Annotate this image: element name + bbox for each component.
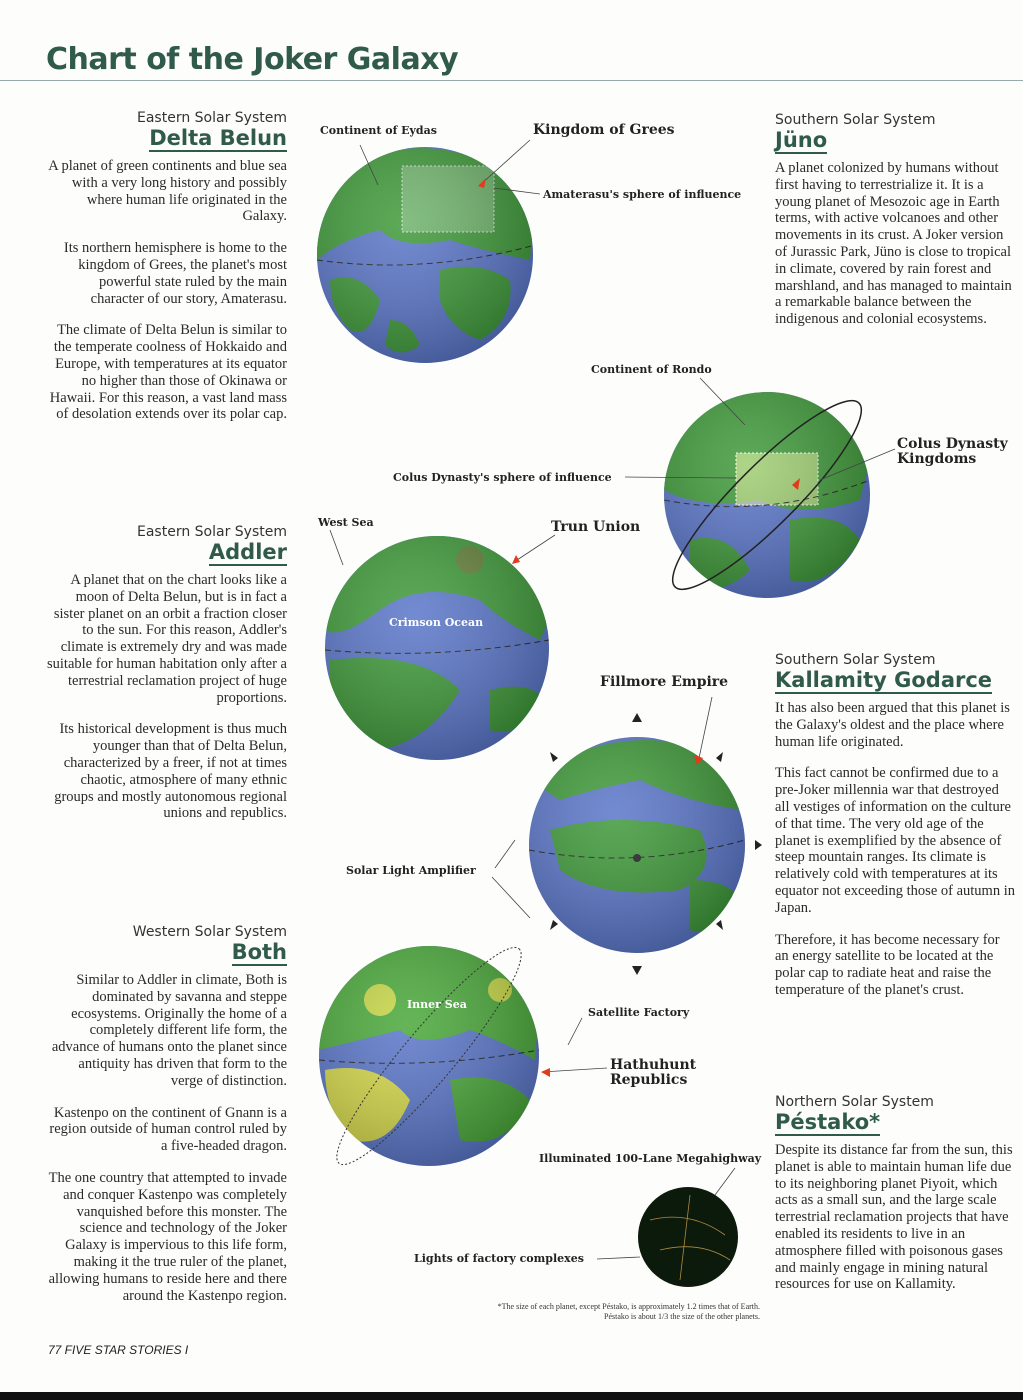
- planet-name: Both: [231, 940, 287, 964]
- label-kingdom-grees: Kingdom of Grees: [533, 122, 675, 138]
- system-label: Eastern Solar System: [137, 110, 287, 126]
- footnote: *The size of each planet, except Péstako, is approximately 1.2 times that of Earth. Péstako is about 1/3 the size of the other planets.: [497, 1302, 760, 1321]
- planet-name: Péstako*: [775, 1110, 881, 1134]
- paragraph: It has also been argued that this planet is the Galaxy's oldest and the place where human life originated.: [775, 700, 1010, 750]
- paragraph: Therefore, it has become necessary for an energy satellite to be located at the polar cap to radiate heat and raise the temperature of the planet's crust.: [775, 931, 1000, 998]
- paragraph: A planet colonized by humans without first having to terrestrialize it. It is a young planet of Mesozoic age in Earth terms, with active volcanoes and other movements in its crust. A Joker version of Jurassic Park, Jüno is close to tropical in climate, covered by rain forest and marshland, and has managed to maintain a remarkable balance between the indigenous and colonial ecosystems.: [775, 160, 1012, 328]
- planet-name: Addler: [208, 540, 287, 564]
- label-factory-lights: Lights of factory complexes: [414, 1252, 584, 1265]
- label-hathuhunt: Hathuhunt Republics: [610, 1057, 697, 1088]
- globe-addler: [325, 535, 549, 760]
- label-crimson-ocean: Crimson Ocean: [389, 616, 484, 629]
- label-solar-light-amplifier: Solar Light Amplifier: [346, 864, 476, 877]
- system-label: Eastern Solar System: [137, 524, 287, 540]
- paragraph: Its historical development is thus much younger than that of Delta Belun, characterized by a freer, if not at times chaotic, atmosphere of many ethnic groups and mostly autonomous regional unions and republics.: [54, 721, 287, 822]
- label-colus-dynasty: Colus Dynasty Kingdoms: [897, 436, 1008, 467]
- globe-pestako: [638, 1187, 738, 1287]
- globe-both: [319, 932, 539, 1180]
- paragraph: Similar to Addler in climate, Both is dominated by savanna and steppe ecosystems. Originally the home of a completely different life form, the advance of humans onto the planet since antiquity has driven that form to the verge of distinction.: [51, 972, 287, 1089]
- paragraph: The climate of Delta Belun is similar to the temperate coolness of Hokkaido and Europe, with temperatures at its equator no higher than those of Okinawa or Hawaii. For this reason, a vast land mass of desolation extends over its polar cap.: [49, 322, 287, 423]
- system-label: Southern Solar System: [775, 112, 936, 128]
- label-continent-eydas: Continent of Eydas: [320, 124, 437, 137]
- globe-kallamity: [529, 713, 762, 975]
- planet-name: Kallamity Godarce: [775, 668, 993, 692]
- paragraph: Its northern hemisphere is home to the kingdom of Grees, the planet's most powerful state ruled by the main character of our story, Amaterasu.: [63, 240, 287, 307]
- paragraph: Despite its distance far from the sun, this planet is able to maintain human life due to its neighboring planet Piyoit, which acts as a small sun, and the large scale terrestrial reclamation projects that have enabled its residents to live in an atmosphere filled with poisonous gases and mainly engage in mining natural resources for use on Kallamity.: [775, 1142, 1013, 1293]
- label-inner-sea: Inner Sea: [407, 998, 467, 1011]
- paragraph: Kastenpo on the continent of Gnann is a region outside of human control ruled by a five-headed dragon.: [49, 1104, 287, 1155]
- label-trun-union: Trun Union: [551, 519, 641, 535]
- page-title: Chart of the Joker Galaxy: [46, 42, 459, 77]
- bottom-edge: [0, 1392, 1023, 1400]
- label-west-sea: West Sea: [318, 516, 374, 529]
- label-satellite-factory: Satellite Factory: [588, 1006, 690, 1019]
- system-label: Northern Solar System: [775, 1094, 934, 1110]
- globe-delta-belun: [317, 147, 535, 363]
- paragraph: A planet of green continents and blue sea with a very long history and possibly where human life originated in the Galaxy.: [48, 158, 287, 225]
- planet-name: Delta Belun: [149, 126, 287, 150]
- page-footer: 77 FIVE STAR STORIES I: [48, 1343, 189, 1357]
- label-amaterasu-sphere: Amaterasu's sphere of influence: [543, 188, 742, 201]
- label-continent-rondo: Continent of Rondo: [591, 363, 712, 376]
- label-megahighway: Illuminated 100-Lane Megahighway: [539, 1152, 762, 1165]
- system-label: Western Solar System: [132, 924, 287, 940]
- label-fillmore-empire: Fillmore Empire: [600, 674, 729, 690]
- label-colus-sphere: Colus Dynasty's sphere of influence: [393, 471, 612, 484]
- planet-name: Jüno: [775, 128, 828, 152]
- system-label: Southern Solar System: [775, 652, 936, 668]
- paragraph: A planet that on the chart looks like a moon of Delta Belun, but is in fact a sister planet on an orbit a fraction closer to the sun. For this reason, Addler's climate is extremely dry and was made suitable for human habitation only after a terrestrial reclamation project of huge proportions.: [47, 572, 287, 706]
- globe-juno: [654, 382, 880, 608]
- paragraph: This fact cannot be confirmed due to a pre-Joker millennia war that destroyed all vestiges of information on the culture of that time. The very old age of the planet is exemplified by the absence of steep mountain ranges. Its climate is relatively cold with temperatures at its equator not exceeding those of autumn in Japan.: [775, 765, 1015, 916]
- paragraph: The one country that attempted to invade and conquer Kastenpo was completely vanquished before this monster. The science and technology of the Joker Galaxy is impervious to this life form, making it the true ruler of the planet, allowing humans to reside here and there around the Kastenpo region.: [48, 1169, 287, 1304]
